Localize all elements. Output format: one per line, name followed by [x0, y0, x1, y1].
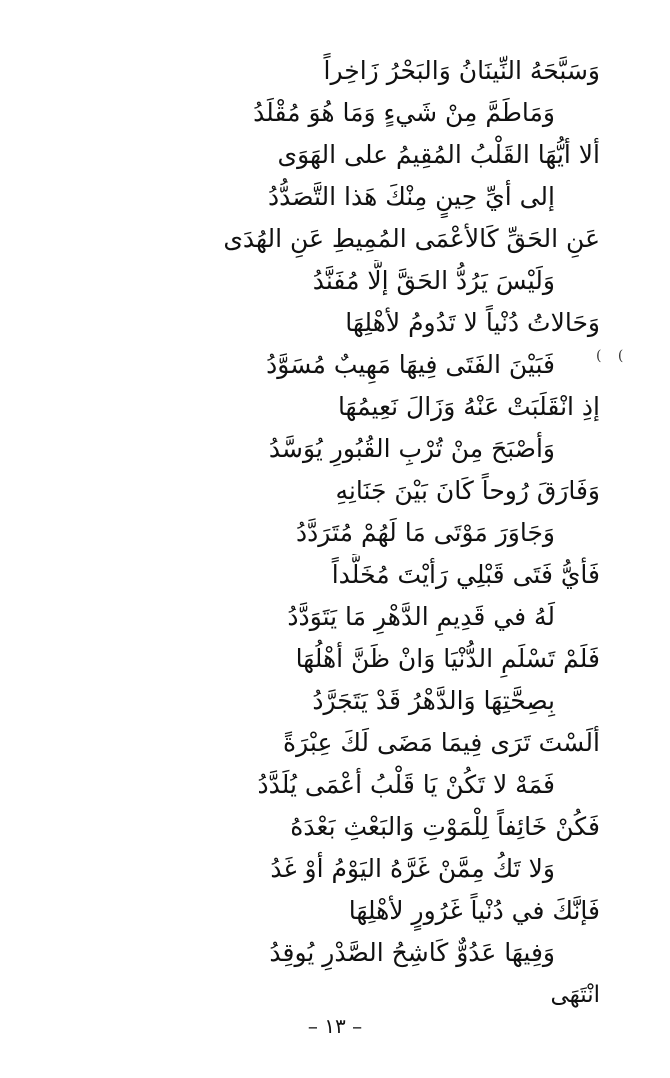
verse-line: فَإنَّكَ في دُنْياً غَرُورٍ لأهْلِهَا: [348, 896, 600, 925]
verse-line: وَفِيهَا عَدُوٌّ كَاشِحُ الصَّدْرِ يُوقِدُ: [269, 938, 555, 967]
verse-line: وَسَبَّحَهُ النِّينَانُ وَالبَحْرُ زَاخِراً: [323, 56, 600, 85]
verse-line: وَجَاوَرَ مَوْتَى مَا لَهُمْ مُتَرَدَّدُ: [296, 518, 555, 547]
verse-line: وَحَالاتُ دُنْياً لا تَدُومُ لأهْلِهَا: [345, 308, 600, 337]
poem-ending: انْتَهَى: [550, 982, 600, 1008]
verse-line: بِصِحَّتِهَا وَالدَّهْرُ قَدْ يَتَجَرَّدُ: [312, 686, 555, 715]
verse-line: فَأيُّ فَتَى قَبْلِي رَأيْتَ مُخَلَّداً: [331, 560, 600, 589]
verse-line: فَبَيْنَ الفَتَى فِيهَا مَهِيبٌ مُسَوَّدُ: [266, 350, 555, 379]
verse-line: ألَسْتَ تَرَى فِيمَا مَضَى لَكَ عِبْرَةً: [283, 728, 600, 757]
page-number: – ١٣ –: [307, 1014, 363, 1038]
verse-line: ألا أيُّهَا القَلْبُ المُقِيمُ على الهَوَى: [277, 140, 600, 169]
verse-line: وَفَارَقَ رُوحاً كَانَ بَيْنَ جَنَانِهِ: [335, 476, 600, 505]
verse-line: لَهُ في قَدِيمِ الدَّهْرِ مَا يَتَوَدَّدُ: [287, 602, 555, 631]
verse-line: وَأصْبَحَ مِنْ تُرْبِ القُبُورِ يُوَسَّدُ: [268, 434, 555, 463]
verse-line: إلى أيِّ حِينٍ مِنْكَ هَذا التَّصَدُّدُ: [268, 182, 555, 211]
margin-mark: ( (: [596, 348, 630, 364]
poem-verses: [80, 50, 600, 1016]
verse-line: وَلا تَكُ مِمَّنْ غَرَّهُ اليَوْمُ أوْ غَدُ: [270, 854, 555, 883]
verse-line: فَمَهْ لا تَكُنْ يَا قَلْبُ أعْمَى يُلَدَّدُ: [257, 770, 555, 799]
verse-line: وَلَيْسَ يَرُدُّ الحَقَّ إلَّا مُفَنَّدُ: [312, 266, 555, 295]
verse-line: فَلَمْ تَسْلَمِ الدُّنْيَا وَانْ ظَنَّ أهْلُهَا: [295, 644, 600, 673]
verse-line: إذِ انْقَلَبَتْ عَنْهُ وَزَالَ نَعِيمُهَا: [337, 392, 600, 421]
verse-line: فَكُنْ خَائِفاً لِلْمَوْتِ وَالبَعْثِ بَعْدَهُ: [290, 812, 600, 841]
verse-line: عَنِ الحَقِّ كَالأعْمَى المُمِيطِ عَنِ الهُدَى: [223, 224, 600, 253]
verse-line: وَمَاطَمَّ مِنْ شَيءٍ وَمَا هُوَ مُقْلَدُ: [253, 98, 555, 127]
